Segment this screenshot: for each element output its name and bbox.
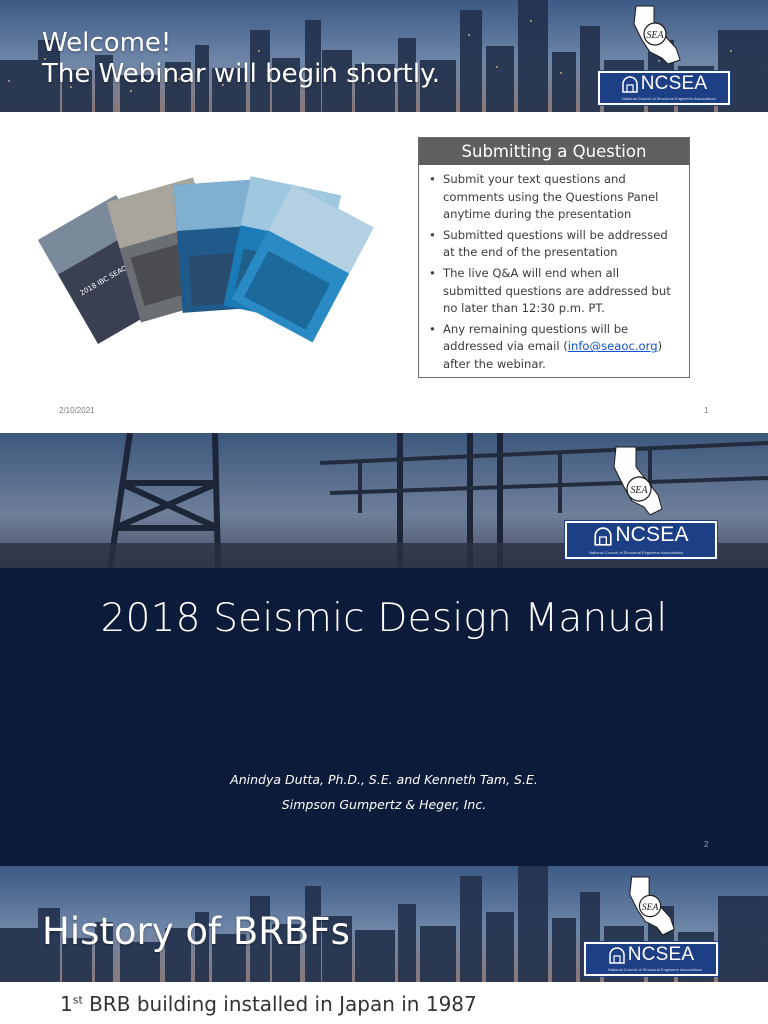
- ncsea-logo-text: NCSEA: [615, 523, 689, 546]
- slide-1-page-number: 1: [704, 406, 709, 415]
- slide-1-title: [42, 28, 440, 89]
- slide-1-date: 2/10/2021: [59, 406, 95, 415]
- ca-logo-text: SEA: [646, 30, 664, 41]
- list-item: • Submitted questions will be addressed at the end of the presentation: [443, 227, 681, 262]
- ncsea-mark-icon: [608, 947, 626, 965]
- california-sea-logo: [624, 874, 680, 938]
- question-box-heading: Submitting a Question: [419, 138, 689, 165]
- slide-1-body: [0, 116, 768, 433]
- webinar-begin-text: The Webinar will begin shortly.: [42, 58, 441, 89]
- submitting-question-box: [418, 137, 690, 378]
- book-1-label: 2018 IBC SEAOC: [78, 261, 133, 298]
- bullet-ordinal: 1: [60, 992, 73, 1016]
- bullet-ordinal-suffix: st: [72, 993, 83, 1007]
- ca-logo-text: SEA: [630, 485, 648, 496]
- slide-2-company: Simpson Gumpertz & Heger, Inc.: [281, 797, 487, 812]
- question-instructions-list: [419, 171, 689, 374]
- email-link[interactable]: info@seaoc.org: [567, 339, 658, 354]
- slide-3-title: History of BRBFs: [42, 910, 350, 953]
- ca-logo-text: SEA: [641, 901, 659, 913]
- slide-2-page-number: 2: [704, 840, 709, 849]
- ncsea-tagline: National Council of Structural Engineers Associations: [622, 96, 717, 101]
- email-text-after: ) after the webinar.: [443, 339, 663, 371]
- design-manual-books-image: [28, 142, 388, 382]
- list-item: • Submit your text questions and comments using the Questions Panel anytime during the presentation: [443, 171, 681, 224]
- ncsea-tagline: National Council of Structural Engineers Associations: [589, 550, 684, 555]
- ncsea-mark-icon: [593, 527, 613, 547]
- slide-2-authors: Anindya Dutta, Ph.D., S.E. and Kenneth Tam, S.E.: [230, 772, 538, 787]
- ncsea-mark-icon: [621, 76, 639, 94]
- slide-1-banner: [0, 0, 768, 112]
- ncsea-logo: [598, 71, 730, 105]
- slide-3-banner: [0, 866, 768, 982]
- ncsea-tagline: National Council of Structural Engineers Associations: [608, 967, 703, 972]
- slide-2-banner: [0, 433, 768, 568]
- slide-1: [0, 0, 768, 433]
- bullet-text: BRB building installed in Japan in 1987: [82, 992, 477, 1016]
- slide-3-bullet: [60, 992, 477, 1016]
- ncsea-logo-text: NCSEA: [627, 944, 695, 965]
- welcome-text: Welcome!: [42, 28, 172, 58]
- list-item: • The live Q&A will end when all submitted questions are addressed but no later than 12:30 p.m. PT.: [443, 265, 681, 318]
- california-sea-logo: [628, 4, 686, 66]
- california-sea-logo: [610, 445, 668, 517]
- list-item: [443, 321, 681, 374]
- ncsea-logo-text: NCSEA: [640, 73, 708, 94]
- slide-2-title: 2018 Seismic Design Manual: [100, 596, 668, 641]
- ncsea-logo: [584, 942, 718, 976]
- ncsea-logo: [565, 521, 717, 559]
- email-text-before: Any remaining questions will be addressed via email (: [443, 321, 629, 354]
